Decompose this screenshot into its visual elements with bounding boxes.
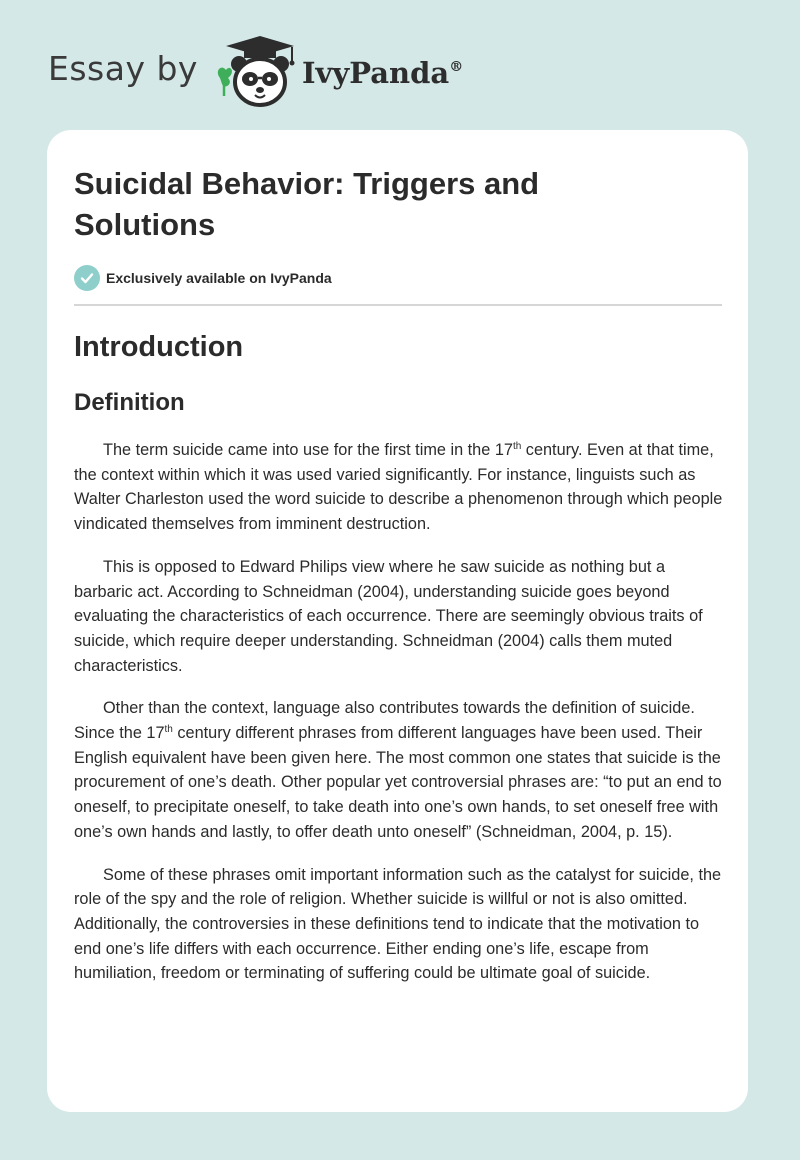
divider	[74, 304, 722, 306]
exclusive-badge-text: Exclusively available on IvyPanda	[106, 270, 332, 286]
checkmark-icon	[74, 265, 100, 291]
paragraph-2: This is opposed to Edward Philips view where he saw suicide as nothing but a barbaric act. According to Schneidman (2004), understanding suicide goes beyond evaluating the characteristics of each occurrence. There are seemingly obvious traits of suicide, which require deeper understanding. Schneidman (2004) calls them muted characteristics.	[74, 557, 703, 675]
brand-logo[interactable]	[48, 34, 463, 110]
exclusive-badge	[74, 265, 722, 291]
panda-mascot-icon	[212, 34, 298, 110]
paragraph-4: Some of these phrases omit important information such as the catalyst for suicide, the role of the spy and the role of religion. Whether suicide is willful or not is also omitted. Additionally, the controversies in these definitions tend to indicate that the motivation to end one’s life differs with each occurrence. Either ending one’s life, escape from humiliation, freedom or terminating of suffering could be ultimate goal of suicide.	[74, 865, 722, 983]
brand-name: IvyPanda®	[301, 56, 464, 90]
essay-card	[47, 130, 748, 1112]
registered-mark: ®	[449, 59, 464, 75]
section-heading-introduction: Introduction	[74, 331, 244, 363]
brand-prefix: Essay by	[48, 48, 198, 88]
subsection-heading-definition: Definition	[74, 389, 185, 416]
paragraph-3: Other than the context, language also contributes towards the definition of suicide. Since the 17th century different phrases from different languages have been used. Their English equivalent have been given here. The most common one states that suicide is the procurement of one’s death. Other popular yet controversial phrases are: “to put an end to oneself, to precipitate oneself, to take death into one’s own hands, to set oneself free with one’s own hands and lastly, to offer death unto oneself” (Schneidman, 2004, p. 15).	[74, 699, 722, 841]
essay-title: Suicidal Behavior: Triggers and Solutions	[74, 166, 540, 242]
paragraph-1: The term suicide came into use for the first time in the 17th century. Even at that time, the context within which it was used varied significantly. For instance, linguists such as Walter Charleston used the word suicide to describe a phenomenon through which people vindicated themselves from imminent destruction.	[74, 441, 723, 534]
